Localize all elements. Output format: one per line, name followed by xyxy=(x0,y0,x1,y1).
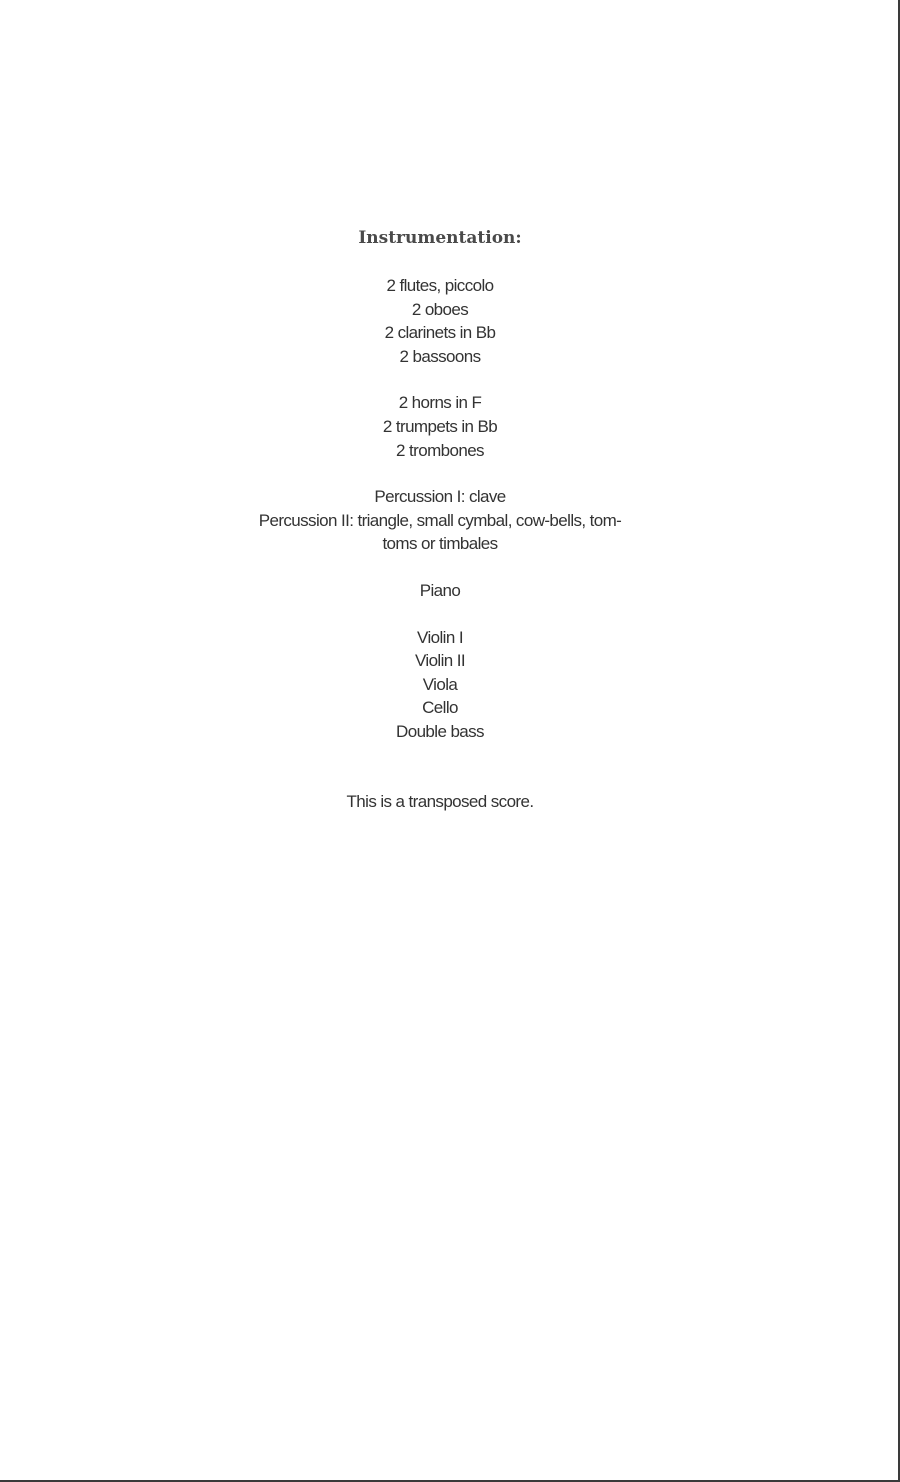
instrument-line: 2 oboes xyxy=(411,299,469,319)
instrument-line: Double bass xyxy=(396,721,484,741)
instrument-line: 2 horns in F xyxy=(398,393,482,413)
page-title: Instrumentation: xyxy=(358,228,522,248)
instrumentation-block xyxy=(240,226,640,813)
instrument-line: Piano xyxy=(419,580,461,600)
instrument-line: 2 flutes, piccolo xyxy=(386,276,494,295)
instrument-line: Viola xyxy=(422,674,458,694)
instrument-line: 2 clarinets in Bb xyxy=(384,323,496,343)
strings-group xyxy=(240,626,640,744)
instrument-line: 2 bassoons xyxy=(399,346,481,366)
woodwinds-group xyxy=(240,274,640,368)
instrument-line: Percussion I: clave xyxy=(374,487,506,507)
instrument-line: Percussion II: triangle, small cymbal, cow-bells, tom- xyxy=(258,510,622,530)
instrument-line: Violin II xyxy=(414,651,466,671)
instrument-line: 2 trumpets in Bb xyxy=(382,416,498,436)
instrument-line: 2 trombones xyxy=(396,440,484,460)
keyboard-group xyxy=(240,579,640,603)
instrument-line: Cello xyxy=(422,698,458,718)
transposed-score-note: This is a transposed score. xyxy=(346,791,534,811)
brass-group xyxy=(240,391,640,462)
percussion-group xyxy=(240,485,640,556)
instrument-line: toms or timbales xyxy=(382,534,498,554)
instrument-line: Violin I xyxy=(417,627,463,647)
